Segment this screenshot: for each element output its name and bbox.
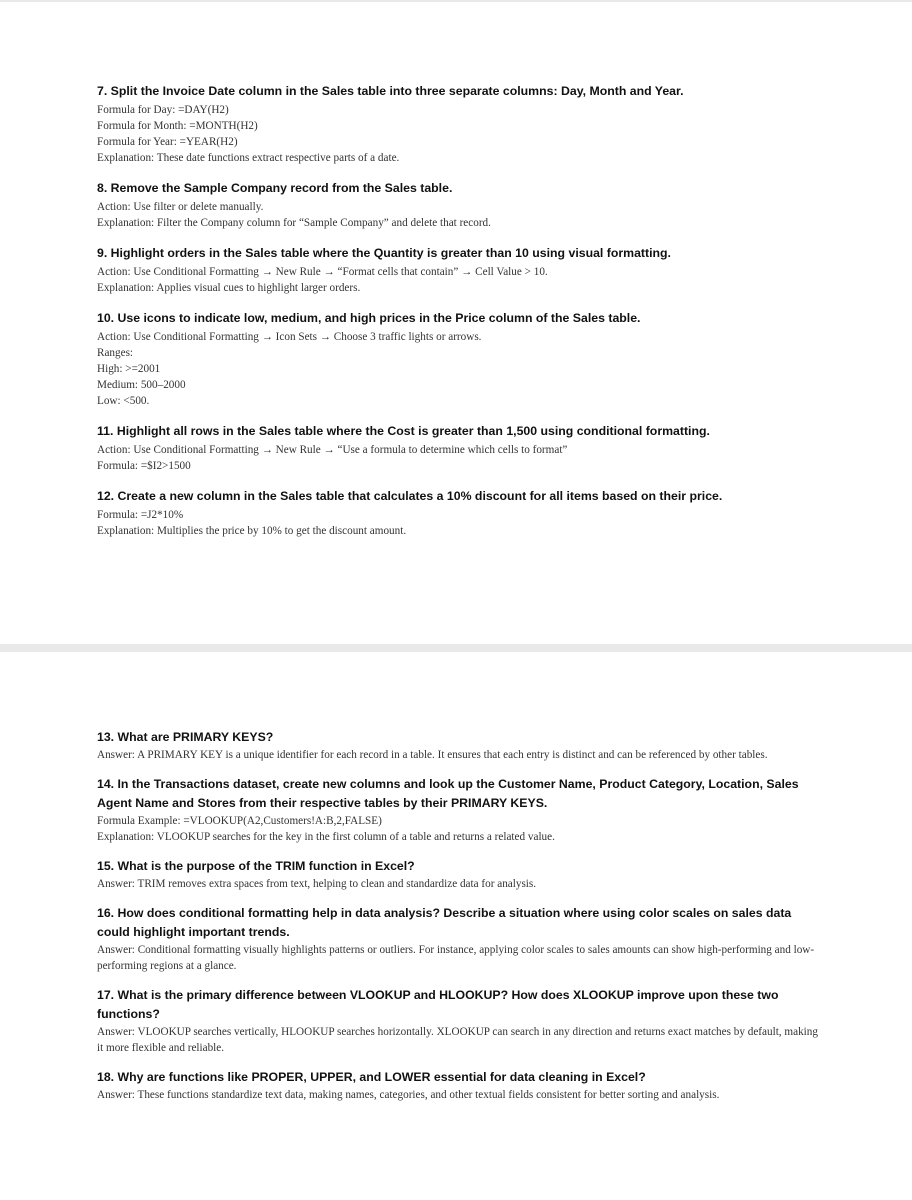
answer-line: Explanation: These date functions extract respective parts of a date. <box>97 152 400 164</box>
document-page-2 <box>0 652 912 1200</box>
question-16-heading: 16. How does conditional formatting help in data analysis? Describe a situation where using color scales on sales data could highlight important trends. <box>97 906 792 939</box>
answer-line: Explanation: Multiplies the price by 10% to get the discount amount. <box>97 525 407 537</box>
question-12-heading: 12. Create a new column in the Sales table that calculates a 10% discount for all items based on their price. <box>97 489 723 503</box>
answer-line: Formula: =J2*10% <box>97 509 184 521</box>
answer-line: Low: <500. <box>97 395 150 407</box>
question-11-section <box>97 422 820 474</box>
answer-line: Ranges: <box>97 347 134 359</box>
question-17-heading: 17. What is the primary difference between VLOOKUP and HLOOKUP? How does XLOOKUP improve upon these two functions? <box>97 988 779 1021</box>
answer-line: High: >=2001 <box>97 363 161 375</box>
question-9-heading: 9. Highlight orders in the Sales table where the Quantity is greater than 10 using visual formatting. <box>97 246 671 260</box>
answer-line: Explanation: Filter the Company column for “Sample Company” and delete that record. <box>97 217 491 229</box>
answer-line: Answer: A PRIMARY KEY is a unique identifier for each record in a table. It ensures that each entry is distinct and can be referenced by other tables. <box>97 749 768 761</box>
question-8-heading: 8. Remove the Sample Company record from the Sales table. <box>97 181 453 195</box>
question-13-section <box>97 728 820 763</box>
answer-line: Explanation: Applies visual cues to highlight larger orders. <box>97 282 361 294</box>
question-10-heading: 10. Use icons to indicate low, medium, and high prices in the Price column of the Sales table. <box>97 311 641 325</box>
answer-line: Answer: VLOOKUP searches vertically, HLOOKUP searches horizontally. XLOOKUP can search in any direction and returns exact matches by default, making it more flexible and reliable. <box>97 1026 818 1054</box>
question-7-heading: 7. Split the Invoice Date column in the Sales table into three separate columns: Day, Month and Year. <box>97 84 684 98</box>
question-14-section <box>97 775 820 845</box>
question-11-heading: 11. Highlight all rows in the Sales table where the Cost is greater than 1,500 using conditional formatting. <box>97 424 710 438</box>
question-15-heading: 15. What is the purpose of the TRIM function in Excel? <box>97 859 415 873</box>
answer-line: Formula Example: =VLOOKUP(A2,Customers!A:B,2,FALSE) <box>97 815 382 827</box>
question-18-heading: 18. Why are functions like PROPER, UPPER, and LOWER essential for data cleaning in Excel? <box>97 1070 646 1084</box>
answer-line: Formula for Day: =DAY(H2) <box>97 104 229 116</box>
answer-line: Action: Use filter or delete manually. <box>97 201 264 213</box>
question-12-section <box>97 487 820 539</box>
document-page-1 <box>0 2 912 644</box>
question-18-section <box>97 1068 820 1103</box>
answer-line: Answer: TRIM removes extra spaces from text, helping to clean and standardize data for analysis. <box>97 878 537 890</box>
question-10-section <box>97 309 820 409</box>
answer-line: Formula for Year: =YEAR(H2) <box>97 136 238 148</box>
answer-line: Formula for Month: =MONTH(H2) <box>97 120 258 132</box>
answer-line: Answer: These functions standardize text data, making names, categories, and other textual fields consistent for better sorting and analysis. <box>97 1089 720 1101</box>
question-8-section <box>97 179 820 231</box>
question-9-section <box>97 244 820 296</box>
question-14-heading: 14. In the Transactions dataset, create new columns and look up the Customer Name, Product Category, Location, Sales Agent Name and Stores from their respective tables by their PRIMARY KEYS. <box>97 777 799 810</box>
answer-line: Medium: 500–2000 <box>97 379 186 391</box>
question-15-section <box>97 857 820 892</box>
answer-line: Action: Use Conditional Formatting → New Rule → “Use a formula to determine which cells to format” <box>97 444 568 456</box>
question-13-heading: 13. What are PRIMARY KEYS? <box>97 730 274 744</box>
question-16-section <box>97 904 820 974</box>
answer-line: Action: Use Conditional Formatting → New Rule → “Format cells that contain” → Cell Value > 10. <box>97 266 548 278</box>
answer-line: Answer: Conditional formatting visually highlights patterns or outliers. For instance, applying color scales to sales amounts can show high-performing and low-performing regions at a glance. <box>97 944 815 972</box>
answer-line: Explanation: VLOOKUP searches for the key in the first column of a table and returns a related value. <box>97 831 555 843</box>
question-17-section <box>97 986 820 1056</box>
answer-line: Action: Use Conditional Formatting → Icon Sets → Choose 3 traffic lights or arrows. <box>97 331 482 343</box>
answer-line: Formula: =$I2>1500 <box>97 460 191 472</box>
question-7-section <box>97 82 820 166</box>
